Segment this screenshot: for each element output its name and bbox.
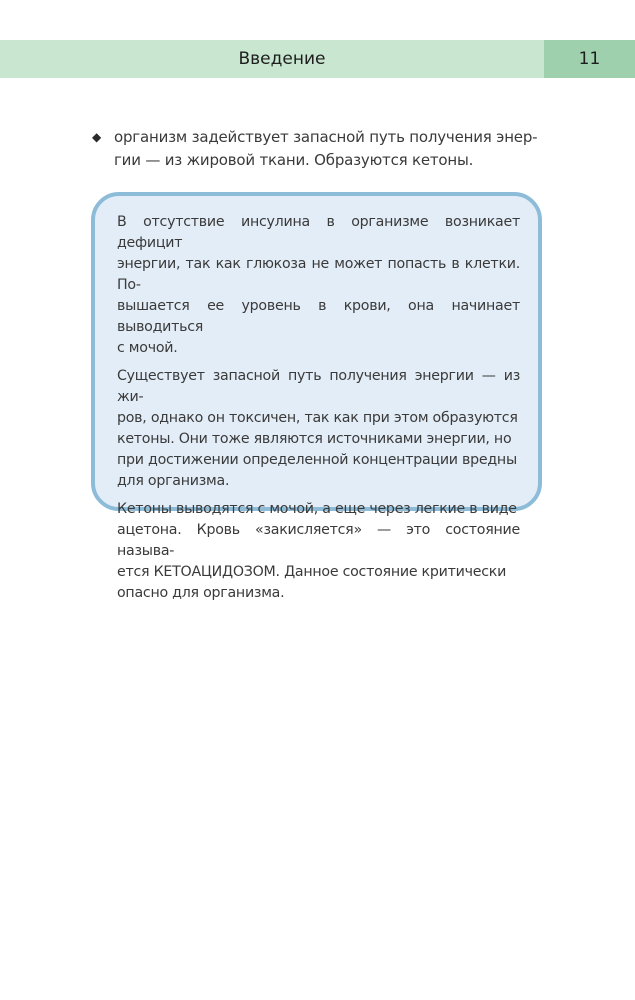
callout-paragraph-2: Существует запасной путь получения энергии — из жи- ров, однако он токсичен, так как при этом образуются кетоны. Они тоже являются источниками энергии, но при достижении определенной концентрации вредны для организма.	[117, 368, 520, 489]
header-title-band	[0, 40, 544, 78]
page-number: 11	[578, 49, 601, 69]
diamond-bullet-icon: ◆	[92, 130, 102, 144]
info-callout-box	[91, 192, 542, 601]
bullet-list-item	[92, 126, 552, 172]
section-title: Введение	[238, 49, 326, 69]
callout-paragraph-3: Кетоны выводятся с мочой, а еще через легкие в виде ацетона. Кровь «закисляется» — это состояние называ- ется КЕТОАЦИДОЗОМ. Данное состояние критически опасно для организма.	[117, 501, 520, 601]
callout-paragraph-1: В отсутствие инсулина в организме возникает дефицит энергии, так как глюкоза не может попасть в клетки. По- вышается ее уровень в крови, она начинает выводиться с мочой.	[117, 214, 520, 356]
bullet-text: организм задействует запасной путь получения энер- гии — из жировой ткани. Образуются кетоны.	[114, 128, 538, 169]
page-header	[0, 40, 635, 78]
header-page-band	[544, 40, 635, 78]
